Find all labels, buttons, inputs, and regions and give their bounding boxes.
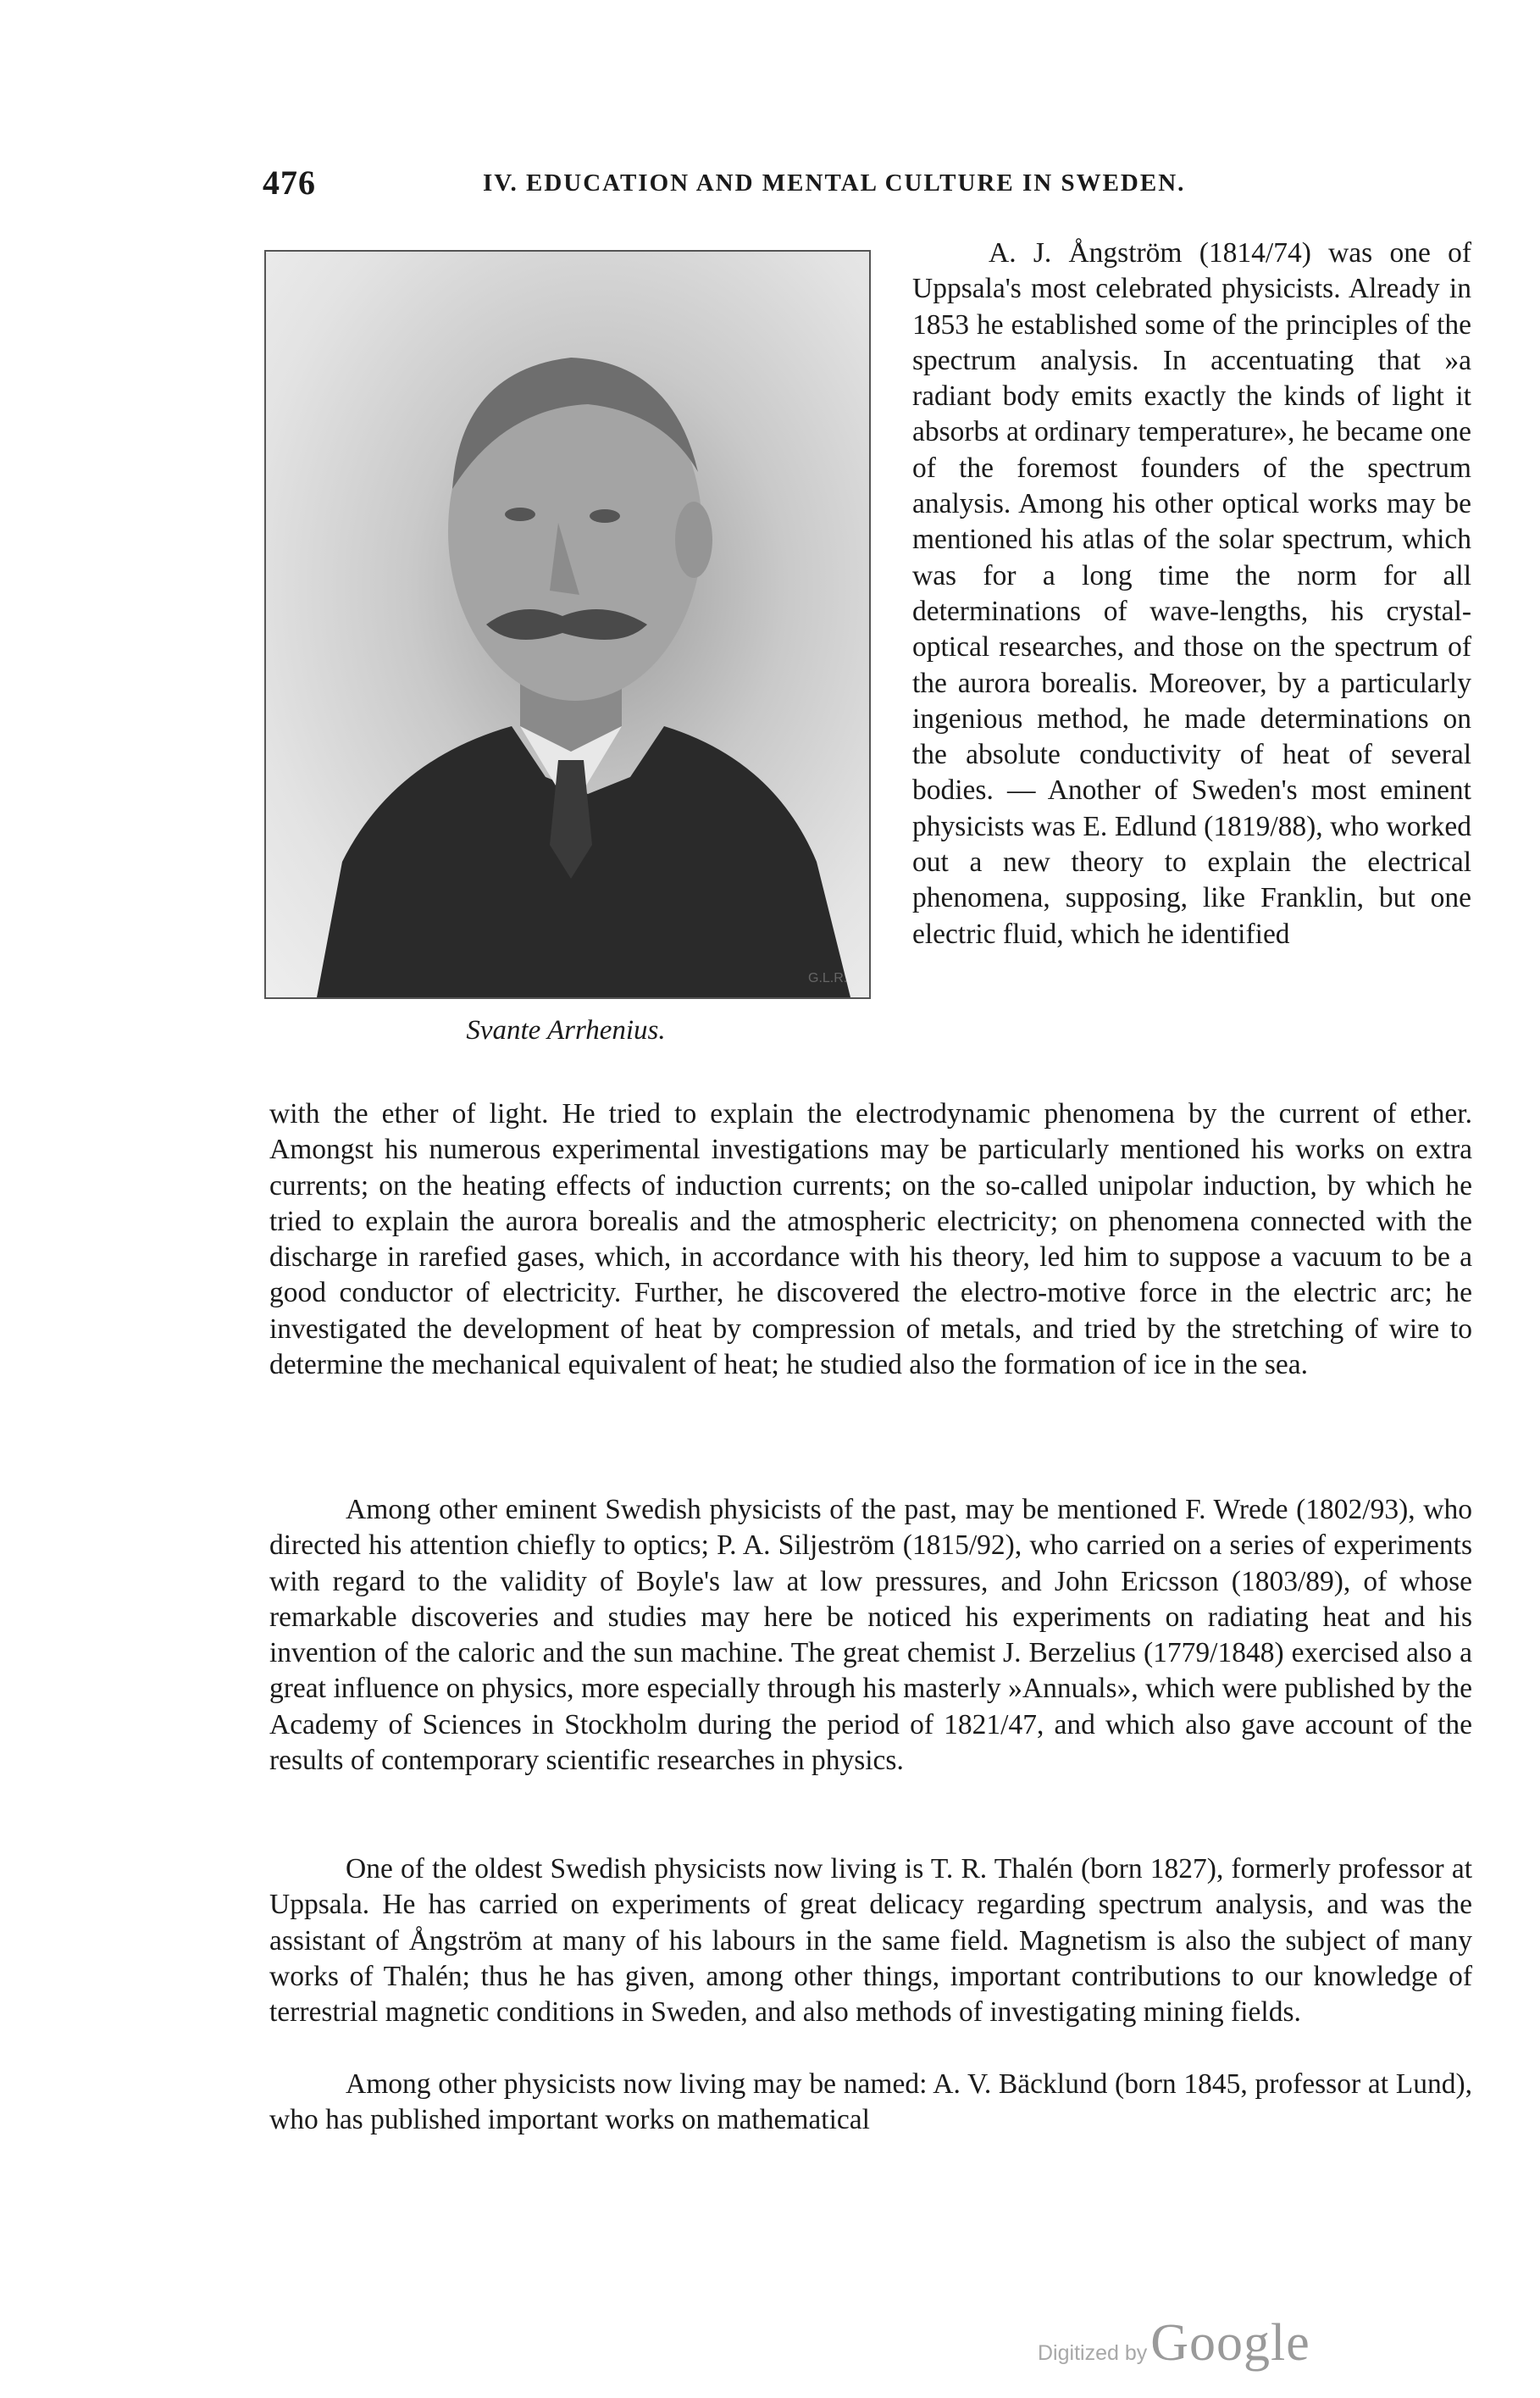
- svg-text:G.L.R.: G.L.R.: [808, 971, 848, 985]
- page-header: [263, 163, 1482, 205]
- running-title: IV. EDUCATION AND MENTAL CULTURE IN SWEDEN.: [483, 169, 1186, 197]
- body-paragraph-2: Among other eminent Swedish physicists of the past, may be mentioned F. Wrede (1802/93), who directed his attention chiefly to optics; P. A. Siljeström (1815/92), who carried on a series of experiments with regard to the validity of Boyle's law at low pressures, and John Ericsson (1803/89), of whose remarkable discoveries and studies may here be noticed his experiments on radiating heat and his invention of the caloric and the sun machine. The great chemist J. Berzelius (1779/1848) exercised also a great influence on physics, more especially through his masterly »Annuals», which were published by the Academy of Sciences in Stockholm during the period of 1821/47, and which also gave account of the results of contemporary scientific researches in physics.: [269, 1494, 1472, 1777]
- intro-paragraph: A. J. Ångström (1814/74) was one of Uppsala's most celebrated physicists. Already in 1853 he established some of the principles of the spectrum analysis. In accentuating that »a radiant body emits exactly the kinds of light it absorbs at ordinary temperature», he became one of the foremost founders of the spectrum analysis. Among his other optical works may be mentioned his atlas of the solar spectrum, which was for a long time the norm for all determinations of wave-lengths, his crystal-optical researches, and those on the spectrum of the aurora borealis. Moreover, by a particularly ingenious method, he made determinations on the absolute conductivity of heat of several bodies. — Another of Sweden's most eminent physicists was E. Edlund (1819/88), who worked out a new theory to explain the electrical phenomena, supposing, like Franklin, but one electric fluid, which he identified: [912, 237, 1471, 950]
- google-logo: Google: [1150, 2314, 1310, 2372]
- body-paragraph-4: Among other physicists now living may be named: A. V. Bäcklund (born 1845, professor at Lund), who has published important works on mathematical: [269, 2068, 1472, 2136]
- portrait-illustration: [266, 252, 869, 997]
- body-paragraph-3: One of the oldest Swedish physicists now living is T. R. Thalén (born 1827), formerly professor at Uppsala. He has carried on experiments of great delicacy regarding spectrum analysis, and was the assistant of Ångström at many of his labours in the same field. Magnetism is also the subject of many works of Thalén; thus he has given, among other things, important contributions to our knowledge of terrestrial magnetic conditions in Sweden, and also methods of investigating mining fields.: [269, 1853, 1472, 2029]
- page-number: 476: [263, 164, 316, 202]
- portrait-photograph: [264, 250, 871, 999]
- digitized-by-label: Digitized by: [1038, 2341, 1148, 2365]
- body-paragraph-1: with the ether of light. He tried to explain the electrodynamic phenomena by the current of ether. Amongst his numerous experimental investigations may be particularly mentioned his works on extra currents; on the heating effects of induction currents; on the so-called unipolar induction, by which he tried to explain the aurora borealis and the atmospheric electricity; on phenomena connected with the discharge in rarefied gases, which, in accordance with his theory, led him to suppose a vacuum to be a good conductor of electricity. Further, he discovered the electro-motive force in the electric arc; he investigated the development of heat by compression of metals, and tried by the stretching of wire to determine the mechanical equivalent of heat; he studied also the formation of ice in the sea.: [269, 1098, 1472, 1381]
- digitization-watermark: [1038, 2313, 1310, 2373]
- figure-caption: Svante Arrhenius.: [466, 1015, 666, 1046]
